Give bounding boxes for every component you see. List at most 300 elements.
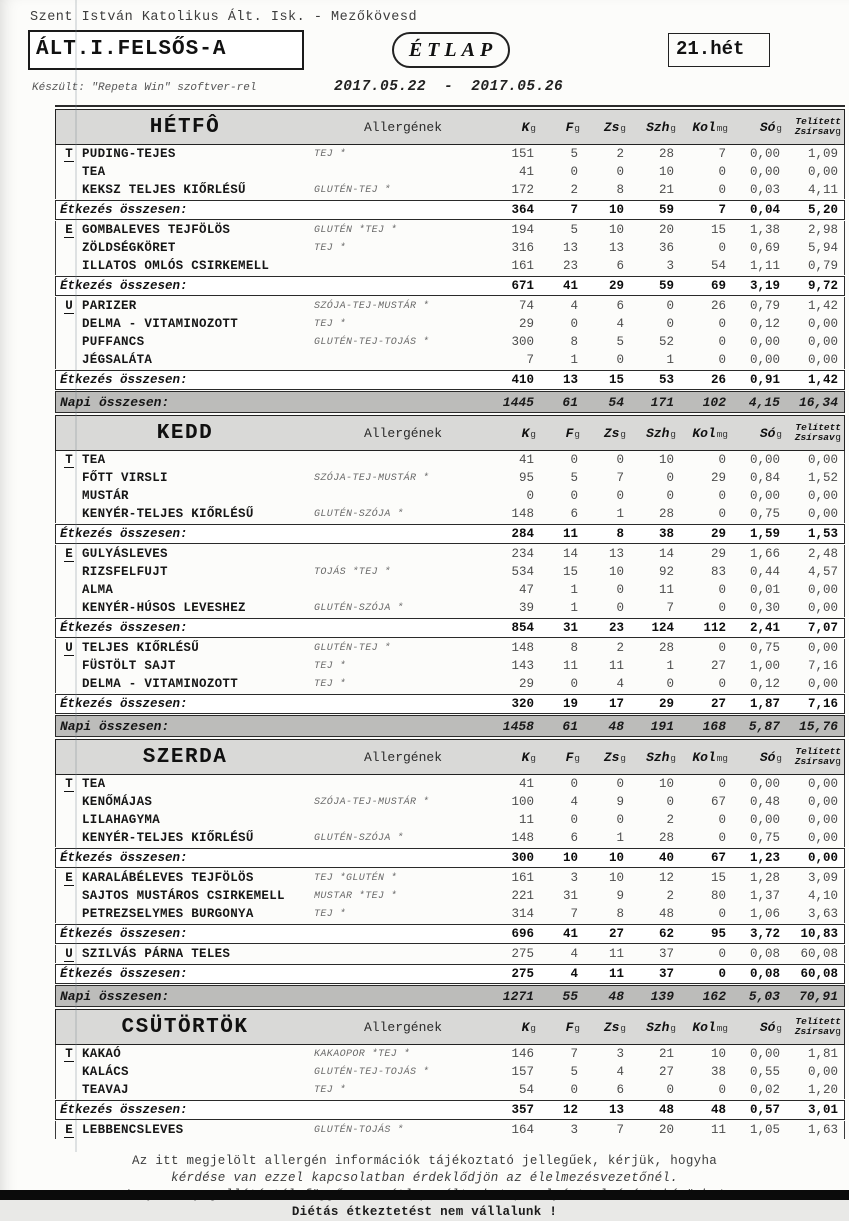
dish-value: 0: [718, 583, 726, 597]
column-header-saturated-fat: Telített Zsírsav g: [794, 1016, 841, 1037]
meal-total-value: 1,42: [807, 373, 838, 387]
dish-row: [55, 297, 845, 315]
dish-value: 1,28: [749, 871, 780, 885]
dish-value: 0,79: [807, 259, 838, 273]
dish-value: 29: [710, 547, 726, 561]
meal-total-value: 19: [562, 697, 578, 711]
meal-total-value: 3,01: [807, 1103, 838, 1117]
dish-allergens: TEJ *GLUTÉN *: [314, 872, 398, 884]
dish-value: 29: [710, 471, 726, 485]
dish-value: 1,42: [807, 299, 838, 313]
meal-marker: T: [65, 147, 73, 161]
column-header-szh: Szh g: [646, 749, 676, 765]
daily-total-value: 70,91: [798, 988, 838, 1004]
dish-value: 4: [570, 947, 578, 961]
dish-value: 316: [511, 241, 534, 255]
dish-value: 0: [616, 489, 624, 503]
dish-value: 0: [616, 583, 624, 597]
dish-value: 54: [710, 259, 726, 273]
column-header-allergen: Allergének: [363, 425, 442, 441]
dish-row: [55, 333, 845, 351]
daily-total-value: 4,15: [748, 394, 780, 410]
dish-name: JÉGSALÁTA: [82, 353, 153, 367]
meal-total-value: 27: [608, 927, 624, 941]
dish-row: [55, 869, 845, 887]
dish-name: FŐTT VIRSLI: [82, 471, 168, 485]
meal-total-value: 48: [658, 1103, 674, 1117]
meal-total-value: 29: [658, 697, 674, 711]
meal-total-value: 15: [608, 373, 624, 387]
dish-value: 0,00: [807, 831, 838, 845]
dish-allergens: GLUTÉN *TEJ *: [314, 224, 398, 236]
dish-value: 7: [526, 353, 534, 367]
meal-total-value: 275: [511, 967, 534, 981]
meal-total-row: [55, 200, 845, 220]
meal-total-value: 2,41: [749, 621, 780, 635]
dish-value: 0,69: [749, 241, 780, 255]
dish-value: 0,00: [807, 165, 838, 179]
dish-value: 0,84: [749, 471, 780, 485]
dish-value: 0: [718, 507, 726, 521]
daily-total-value: 54: [608, 394, 624, 410]
meal-total-value: 357: [511, 1103, 534, 1117]
meal-total-row: [55, 694, 845, 714]
dish-value: 6: [616, 299, 624, 313]
dish-value: 1: [666, 659, 674, 673]
meal-total-value: 364: [511, 203, 534, 217]
dish-name: KENYÉR-TELJES KIŐRLÉSŰ: [82, 831, 254, 845]
dish-value: 15: [562, 565, 578, 579]
dish-value: 0,12: [749, 677, 780, 691]
dish-value: 5,94: [807, 241, 838, 255]
dish-row: [55, 887, 845, 905]
day-name: CSÜTÖRTÖK: [121, 1015, 249, 1039]
column-header-allergen: Allergének: [363, 749, 442, 765]
meal-total-value: 7: [570, 203, 578, 217]
dish-value: 300: [511, 335, 534, 349]
dish-value: 26: [710, 299, 726, 313]
meal-total-row: [55, 964, 845, 984]
dish-value: 0,75: [749, 507, 780, 521]
daily-total-row: [55, 391, 845, 413]
dish-value: 11: [562, 659, 578, 673]
meal-total-value: 3,72: [749, 927, 780, 941]
dish-row: [55, 793, 845, 811]
meal-marker: U: [65, 641, 73, 655]
dish-allergens: GLUTÉN-SZÓJA *: [314, 832, 404, 844]
column-header-szh: Szh g: [646, 425, 676, 441]
column-header-saturated-fat: Telített Zsírsav g: [794, 746, 841, 767]
column-header-zs: Zs g: [603, 119, 626, 135]
dish-value: 0,00: [807, 813, 838, 827]
dish-value: 164: [511, 1123, 534, 1137]
dish-value: 41: [518, 165, 534, 179]
meal-marker: T: [65, 777, 73, 791]
dish-value: 21: [658, 1047, 674, 1061]
meal-total-value: 0,91: [749, 373, 780, 387]
dish-value: 36: [658, 241, 674, 255]
dish-name: PARIZER: [82, 299, 137, 313]
dish-value: 5: [570, 471, 578, 485]
dish-value: 1: [616, 507, 624, 521]
column-header-zs: Zs g: [603, 749, 626, 765]
dish-allergens: TEJ *: [314, 148, 347, 160]
column-header-f: F g: [565, 1019, 580, 1035]
dish-value: 148: [511, 641, 534, 655]
dish-value: 8: [616, 907, 624, 921]
dish-name: PETREZSELYMES BURGONYA: [82, 907, 254, 921]
meal-total-value: 11: [562, 527, 578, 541]
dish-row: [55, 905, 845, 923]
day-band: [55, 109, 845, 145]
dish-row: [55, 487, 845, 505]
dish-value: 4: [616, 1065, 624, 1079]
dish-value: 29: [518, 677, 534, 691]
daily-total-value: 61: [562, 394, 578, 410]
meal-total-value: 41: [562, 279, 578, 293]
dish-value: 0,00: [749, 335, 780, 349]
dish-value: 23: [562, 259, 578, 273]
dish-value: 1,66: [749, 547, 780, 561]
weekly-menu-table: [55, 105, 845, 1139]
dish-row: [55, 945, 845, 963]
dish-row: [55, 221, 845, 239]
dish-value: 60,08: [800, 947, 838, 961]
meal-total-value: 40: [658, 851, 674, 865]
day-name: SZERDA: [142, 745, 228, 769]
dish-value: 8: [570, 335, 578, 349]
dish-value: 172: [511, 183, 534, 197]
dish-value: 1: [570, 601, 578, 615]
dish-value: 0,03: [749, 183, 780, 197]
disclaimer-line-2: kérdése van ezzel kapcsolatban érdeklődjön az élelmezésvezetőnél.: [170, 1171, 679, 1185]
dish-value: 7: [616, 1123, 624, 1137]
dish-value: 0,44: [749, 565, 780, 579]
dish-allergens: TEJ *: [314, 318, 347, 330]
dish-value: 146: [511, 1047, 534, 1061]
meal-total-value: 27: [710, 697, 726, 711]
dish-value: 0: [570, 165, 578, 179]
dish-value: 11: [608, 659, 624, 673]
dish-value: 11: [658, 583, 674, 597]
daily-total-value: 15,76: [798, 718, 838, 734]
meal-total-value: 5,20: [807, 203, 838, 217]
dish-value: 0: [616, 777, 624, 791]
dish-value: 80: [710, 889, 726, 903]
dish-value: 4,57: [807, 565, 838, 579]
dish-value: 1,20: [807, 1083, 838, 1097]
dish-row: [55, 469, 845, 487]
class-name-box: ÁLT.I.FELSŐS-A: [28, 30, 304, 70]
footer-disclaimer: [0, 1153, 849, 1221]
dish-name: KENYÉR-HÚSOS LEVESHEZ: [82, 601, 246, 615]
dish-value: 41: [518, 777, 534, 791]
column-header-k: K g: [521, 1019, 536, 1035]
column-header-só: Só g: [759, 1019, 782, 1035]
dish-name: GOMBALEVES TEJFÖLÖS: [82, 223, 231, 237]
dish-value: 0,75: [749, 641, 780, 655]
dish-value: 9: [616, 889, 624, 903]
dish-value: 6: [570, 507, 578, 521]
dish-value: 0,01: [749, 583, 780, 597]
dish-allergens: MUSTAR *TEJ *: [314, 890, 398, 902]
dish-value: 11: [518, 813, 534, 827]
meal-marker: E: [65, 547, 73, 561]
meal-total-value: 13: [608, 1103, 624, 1117]
dish-value: 7: [666, 601, 674, 615]
dish-value: 14: [562, 547, 578, 561]
dish-value: 221: [511, 889, 534, 903]
dish-value: 0: [718, 601, 726, 615]
dish-value: 0,00: [807, 641, 838, 655]
dish-row: [55, 1063, 845, 1081]
meal-total-value: 41: [562, 927, 578, 941]
dish-value: 194: [511, 223, 534, 237]
date-range: [334, 79, 563, 95]
dish-value: 0,55: [749, 1065, 780, 1079]
dish-value: 234: [511, 547, 534, 561]
dish-value: 0: [718, 1083, 726, 1097]
meal-total-value: 11: [608, 967, 624, 981]
dish-allergens: TEJ *: [314, 242, 347, 254]
dish-value: 10: [658, 777, 674, 791]
meal-total-value: 1,23: [749, 851, 780, 865]
meal-total-row: [55, 276, 845, 296]
dish-value: 95: [518, 471, 534, 485]
dish-value: 0,00: [807, 677, 838, 691]
dish-row: [55, 145, 845, 163]
dish-value: 4: [616, 317, 624, 331]
dish-value: 0: [570, 777, 578, 791]
dish-allergens: TEJ *: [314, 660, 347, 672]
dish-value: 0,00: [807, 453, 838, 467]
column-header-kol: Kol mg: [692, 749, 728, 765]
dish-row: [55, 811, 845, 829]
meal-total-value: 10,83: [800, 927, 838, 941]
dish-value: 29: [518, 317, 534, 331]
daily-total-value: 168: [702, 718, 726, 734]
dish-value: 0: [570, 317, 578, 331]
dish-value: 0: [718, 831, 726, 845]
school-name: Szent István Katolikus Ált. Isk. - Mezőkövesd: [30, 10, 418, 25]
dish-allergens: GLUTÉN-TEJ *: [314, 642, 391, 654]
dish-value: 157: [511, 1065, 534, 1079]
dish-value: 67: [710, 795, 726, 809]
dish-value: 7: [616, 471, 624, 485]
dish-name: KARALÁBÉLEVES TEJFÖLÖS: [82, 871, 254, 885]
day-band: [55, 1009, 845, 1045]
daily-total-value: 1445: [502, 394, 534, 410]
dish-name: KAKAÓ: [82, 1047, 122, 1061]
column-header-kol: Kol mg: [692, 1019, 728, 1035]
dish-value: 0,00: [807, 795, 838, 809]
dish-value: 0: [718, 489, 726, 503]
dish-value: 4: [570, 299, 578, 313]
dish-value: 0,00: [807, 777, 838, 791]
meal-total-value: 4: [570, 967, 578, 981]
dish-value: 10: [710, 1047, 726, 1061]
daily-total-label: Napi összesen:: [60, 988, 170, 1004]
dish-value: 13: [608, 241, 624, 255]
dish-value: 20: [658, 223, 674, 237]
column-header-zs: Zs g: [603, 425, 626, 441]
meal-total-value: 10: [608, 203, 624, 217]
meal-total-value: 29: [608, 279, 624, 293]
meal-total-value: 7: [718, 203, 726, 217]
dish-value: 0: [616, 453, 624, 467]
meal-total-value: 1,87: [749, 697, 780, 711]
dish-value: 15: [710, 223, 726, 237]
meal-total-label: Étkezés összesen:: [60, 967, 188, 981]
dish-value: 534: [511, 565, 534, 579]
meal-total-value: 10: [562, 851, 578, 865]
meal-total-value: 10: [608, 851, 624, 865]
dish-row: [55, 675, 845, 693]
day-name: KEDD: [156, 421, 214, 445]
daily-total-value: 102: [702, 394, 726, 410]
column-header-só: Só g: [759, 749, 782, 765]
dish-value: 37: [658, 947, 674, 961]
dish-row: [55, 181, 845, 199]
dish-value: 83: [710, 565, 726, 579]
dish-value: 20: [658, 1123, 674, 1137]
column-header-kol: Kol mg: [692, 119, 728, 135]
dish-allergens: TEJ *: [314, 908, 347, 920]
dish-value: 28: [658, 507, 674, 521]
dish-allergens: GLUTÉN-TEJ *: [314, 184, 391, 196]
dish-value: 0,00: [807, 353, 838, 367]
meal-total-value: 112: [703, 621, 726, 635]
meal-total-value: 38: [658, 527, 674, 541]
column-header-kol: Kol mg: [692, 425, 728, 441]
meal-total-value: 60,08: [800, 967, 838, 981]
subtitle-row: [0, 79, 849, 101]
dish-value: 14: [658, 547, 674, 561]
dish-allergens: SZÓJA-TEJ-MUSTÁR *: [314, 796, 430, 808]
dish-value: 0,08: [749, 947, 780, 961]
daily-total-value: 139: [650, 988, 674, 1004]
meal-total-value: 854: [511, 621, 534, 635]
dish-value: 6: [616, 1083, 624, 1097]
meal-total-value: 0: [718, 967, 726, 981]
day-band: [55, 415, 845, 451]
meal-total-value: 696: [511, 927, 534, 941]
dish-value: 0: [666, 471, 674, 485]
meal-total-row: [55, 524, 845, 544]
dish-value: 0: [718, 777, 726, 791]
dish-row: [55, 257, 845, 275]
dish-value: 31: [562, 889, 578, 903]
dish-value: 0: [718, 453, 726, 467]
dish-value: 275: [511, 947, 534, 961]
daily-total-value: 171: [650, 394, 674, 410]
dish-value: 92: [658, 565, 674, 579]
dish-value: 3,63: [807, 907, 838, 921]
date-to: 2017.05.26: [471, 79, 564, 95]
meal-total-value: 29: [710, 527, 726, 541]
meal-total-value: 26: [710, 373, 726, 387]
dish-name: ALMA: [82, 583, 114, 597]
dish-value: 1,38: [749, 223, 780, 237]
daily-total-value: 5,87: [748, 718, 780, 734]
dish-name: TEA: [82, 165, 106, 179]
dish-value: 0,75: [749, 831, 780, 845]
daily-total-value: 16,34: [798, 394, 838, 410]
dish-value: 74: [518, 299, 534, 313]
dish-value: 0,00: [749, 813, 780, 827]
dish-value: 1: [666, 353, 674, 367]
dish-value: 21: [658, 183, 674, 197]
dish-row: [55, 1081, 845, 1099]
dish-value: 0,00: [807, 583, 838, 597]
dish-value: 4: [616, 677, 624, 691]
column-header-só: Só g: [759, 425, 782, 441]
meal-total-value: 67: [710, 851, 726, 865]
column-header-k: K g: [521, 425, 536, 441]
dish-row: [55, 351, 845, 369]
dish-value: 28: [658, 147, 674, 161]
dish-value: 4,10: [807, 889, 838, 903]
column-header-f: F g: [565, 749, 580, 765]
dish-value: 0: [666, 1083, 674, 1097]
disclaimer-line-4: Diétás étkeztetést nem vállalunk !: [291, 1205, 558, 1219]
dish-name: ILLATOS OMLÓS CSIRKEMELL: [82, 259, 270, 273]
dish-value: 0,00: [749, 489, 780, 503]
meal-total-value: 410: [511, 373, 534, 387]
column-header-zs: Zs g: [603, 1019, 626, 1035]
dish-name: FÜSTÖLT SAJT: [82, 659, 176, 673]
dish-allergens: GLUTÉN-TOJÁS *: [314, 1124, 404, 1136]
dish-value: 1,37: [749, 889, 780, 903]
dish-row: [55, 451, 845, 469]
dish-value: 7: [570, 1047, 578, 1061]
dish-value: 0: [718, 641, 726, 655]
daily-total-value: 5,03: [748, 988, 780, 1004]
dish-allergens: GLUTÉN-TEJ-TOJÁS *: [314, 336, 430, 348]
dish-row: [55, 239, 845, 257]
dish-value: 0: [718, 335, 726, 349]
date-separator: -: [444, 79, 454, 95]
dish-value: 0,00: [749, 353, 780, 367]
meal-total-label: Étkezés összesen:: [60, 697, 188, 711]
dish-value: 2: [666, 889, 674, 903]
dish-value: 48: [658, 907, 674, 921]
dish-value: 47: [518, 583, 534, 597]
dish-name: GULYÁSLEVES: [82, 547, 168, 561]
dish-value: 0: [666, 795, 674, 809]
dish-value: 0,00: [807, 335, 838, 349]
dish-name: PUFFANCS: [82, 335, 145, 349]
dish-value: 0: [616, 165, 624, 179]
dish-value: 10: [658, 165, 674, 179]
title-row: [0, 29, 849, 77]
meal-marker: T: [65, 453, 73, 467]
dish-allergens: GLUTÉN-TEJ-TOJÁS *: [314, 1066, 430, 1078]
dish-value: 0,00: [807, 1065, 838, 1079]
dish-value: 3: [666, 259, 674, 273]
dish-value: 2: [616, 147, 624, 161]
daily-total-row: [55, 985, 845, 1007]
dish-name: SAJTOS MUSTÁROS CSIRKEMELL: [82, 889, 285, 903]
dish-value: 6: [570, 831, 578, 845]
dish-value: 0: [666, 299, 674, 313]
dish-name: LEBBENCSLEVES: [82, 1123, 184, 1137]
dish-value: 0,00: [749, 165, 780, 179]
software-credit: Készült: "Repeta Win" szoftver-rel: [32, 82, 257, 94]
day-name: HÉTFÔ: [149, 115, 221, 139]
dish-value: 0: [616, 353, 624, 367]
dish-value: 0,48: [749, 795, 780, 809]
